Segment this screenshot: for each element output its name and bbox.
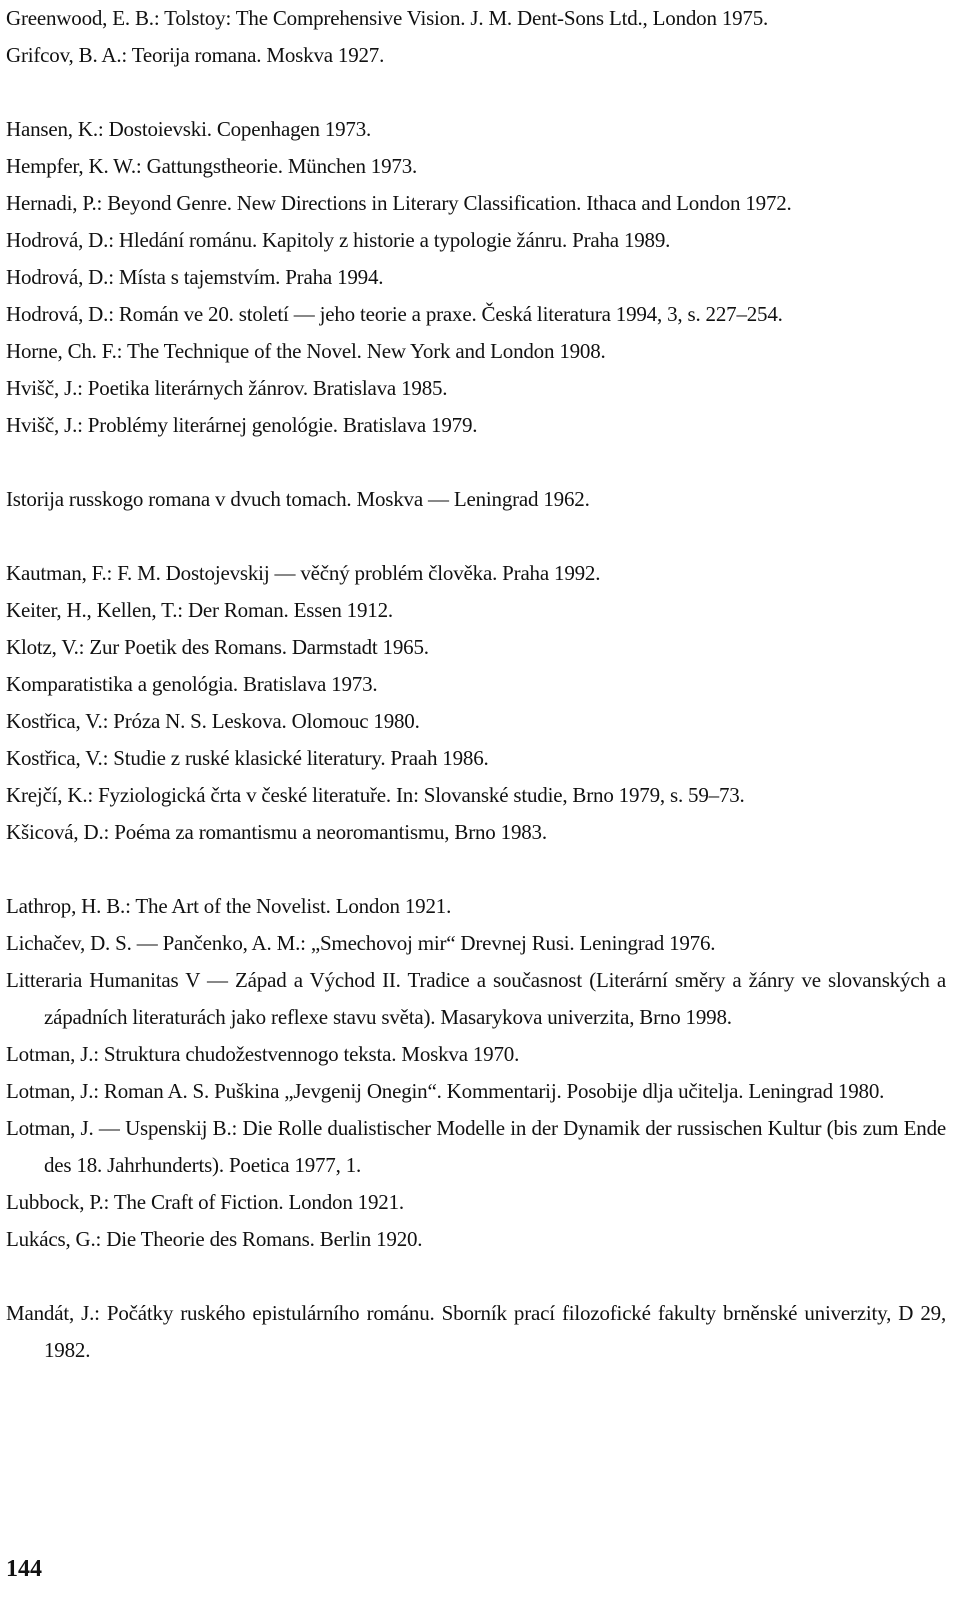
bibliography-entry: Hansen, K.: Dostoievski. Copenhagen 1973. [6,117,372,141]
bibliography-entry: Litteraria Humanitas V — Západ a Východ II. Tradice a současnost (Literární směry a žánry ve slovanských a západních literaturách jako reflexe stavu světa). Masarykova univerzita, Brno 1998. [6,968,946,1029]
bibliography-entry: Greenwood, E. B.: Tolstoy: The Comprehensive Vision. J. M. Dent-Sons Ltd., London 1975. [6,6,769,30]
bibliography-entry: Hodrová, D.: Román ve 20. století — jeho teorie a praxe. Česká literatura 1994, 3, s. 227–254. [6,302,783,326]
bibliography-entry: Komparatistika a genológia. Bratislava 1973. [6,672,378,696]
bibliography-entry: Hvišč, J.: Poetika literárnych žánrov. Bratislava 1985. [6,376,448,400]
bibliography-entry: Hodrová, D.: Hledání románu. Kapitoly z historie a typologie žánru. Praha 1989. [6,228,671,252]
bibliography-entry: Keiter, H., Kellen, T.: Der Roman. Essen 1912. [6,598,393,622]
page-number: 144 [6,1556,42,1582]
bibliography-entry: Lotman, J.: Roman A. S. Puškina „Jevgenij Onegin“. Kommentarij. Posobije dlja učitelja. Leningrad 1980. [6,1079,885,1103]
bibliography-entry: Klotz, V.: Zur Poetik des Romans. Darmstadt 1965. [6,635,429,659]
bibliography-entry: Mandát, J.: Počátky ruského epistulárního románu. Sborník prací filozofické fakulty brněnské univerzity, D 29, 1982. [6,1301,946,1362]
bibliography-entry: Istorija russkogo romana v dvuch tomach. Moskva — Leningrad 1962. [6,487,590,511]
bibliography-entry: Hernadi, P.: Beyond Genre. New Directions in Literary Classification. Ithaca and London 1972. [6,191,792,215]
bibliography-entry: Hempfer, K. W.: Gattungstheorie. München 1973. [6,154,418,178]
bibliography-entry: Lichačev, D. S. — Pančenko, A. M.: „Smechovoj mir“ Drevnej Rusi. Leningrad 1976. [6,931,716,955]
bibliography-entry: Kostřica, V.: Próza N. S. Leskova. Olomouc 1980. [6,709,420,733]
bibliography-entry: Kostřica, V.: Studie z ruské klasické literatury. Praah 1986. [6,746,489,770]
bibliography-entry: Kautman, F.: F. M. Dostojevskij — věčný problém člověka. Praha 1992. [6,561,601,585]
bibliography-entry: Lotman, J.: Struktura chudožestvennogo teksta. Moskva 1970. [6,1042,520,1066]
bibliography-entry: Lubbock, P.: The Craft of Fiction. London 1921. [6,1190,404,1214]
bibliography-entry: Kšicová, D.: Poéma za romantismu a neoromantismu, Brno 1983. [6,820,547,844]
bibliography-entry: Lotman, J. — Uspenskij B.: Die Rolle dualistischer Modelle in der Dynamik der russischen Kultur (bis zum Ende des 18. Jahrhunderts). Poetica 1977, 1. [6,1116,946,1177]
bibliography-list [6,0,946,1369]
bibliography-entry: Hodrová, D.: Místa s tajemstvím. Praha 1994. [6,265,384,289]
bibliography-entry: Lathrop, H. B.: The Art of the Novelist. London 1921. [6,894,452,918]
bibliography-entry: Krejčí, K.: Fyziologická črta v české literatuře. In: Slovanské studie, Brno 1979, s. 59–73. [6,783,745,807]
bibliography-entry: Hvišč, J.: Problémy literárnej genológie. Bratislava 1979. [6,413,478,437]
bibliography-entry: Horne, Ch. F.: The Technique of the Novel. New York and London 1908. [6,339,606,363]
bibliography-entry: Grifcov, B. A.: Teorija romana. Moskva 1927. [6,43,385,67]
bibliography-entry: Lukács, G.: Die Theorie des Romans. Berlin 1920. [6,1227,423,1251]
